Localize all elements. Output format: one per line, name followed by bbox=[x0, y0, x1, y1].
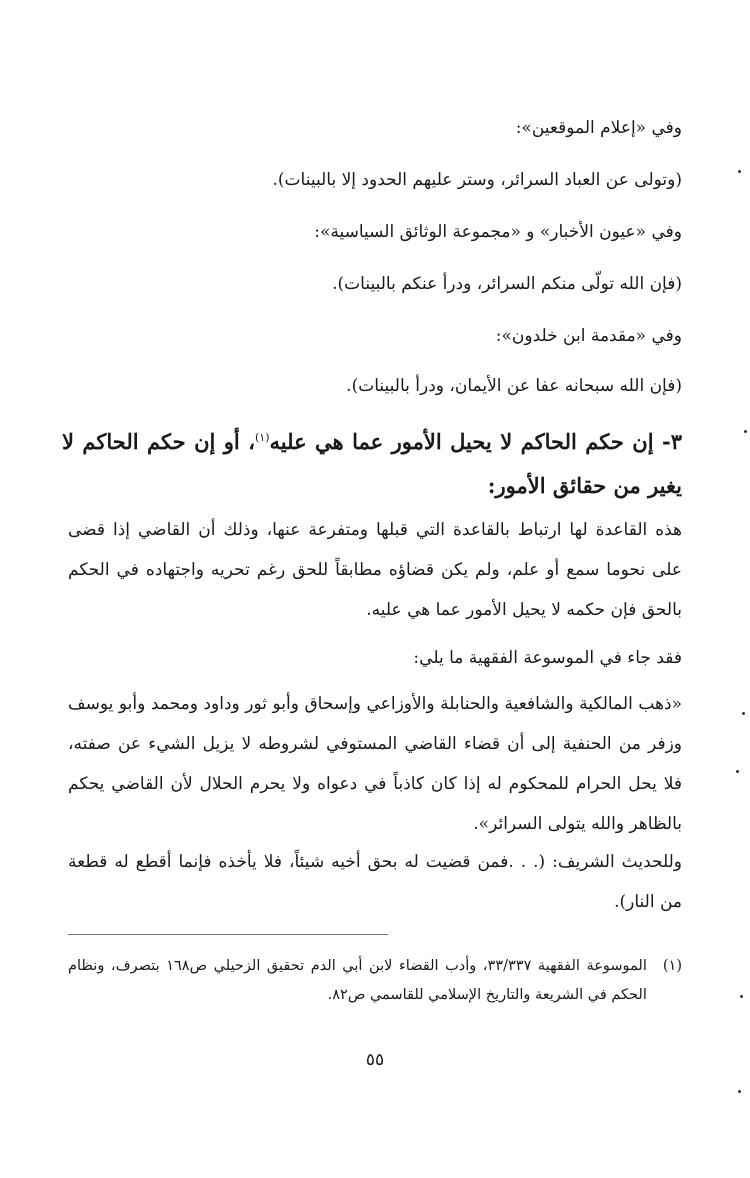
paragraph-hadith: وللحديث الشريف: (. . .فمن قضيت له بحق أخيه شيئاً، فلا يأخذه فإنما أقطع له قطعة من النار). bbox=[68, 852, 682, 912]
scan-speck bbox=[744, 430, 747, 433]
scan-speck bbox=[736, 770, 739, 773]
scan-speck bbox=[738, 170, 741, 173]
text-line-muqaddima: وفي «مقدمة ابن خلدون»: bbox=[495, 326, 682, 346]
heading-text-part2: ، أو إن حكم الحاكم لا يغير من حقائق الأمور: bbox=[62, 429, 682, 498]
paragraph-encyclopedia-quote: «ذهب المالكية والشافعية والحنابلة والأوزاعي وإسحاق وأبو ثور وداود ومحمد وأبو يوسف وزفر من الحنفية إلى أن قضاء القاضي المستوفي لشروطه لا يزيل الشيء عن صفته، فلا يحل الحرام للمحكوم له إذا كان كاذباً في دعواه ولا يحرم الحلال لأن القاضي يحكم بالظاهر والله يتولى السرائر». bbox=[68, 694, 682, 834]
heading-text-part1: إن حكم الحاكم لا يحيل الأمور عما هي عليه bbox=[269, 429, 654, 454]
quote-line-1: (وتولى عن العباد السرائر، وستر عليهم الحدود إلا بالبينات). bbox=[272, 170, 682, 190]
text-line-uyun-alakhbar: وفي «عيون الأخبار» و «مجموعة الوثائق السياسية»: bbox=[314, 222, 682, 242]
section-heading bbox=[62, 420, 682, 508]
quote-line-2: (فإن الله تولّى منكم السرائر، ودرأ عنكم بالبينات). bbox=[332, 274, 682, 294]
scan-speck bbox=[740, 995, 743, 998]
footnote-text: الموسوعة الفقهية ٣٣/٣٣٧، وأدب القضاء لابن أبي الدم تحقيق الزحيلي ص١٦٨ بتصرف، ونظام الحكم في الشريعة والتاريخ الإسلامي للقاسمي ص٨٢. bbox=[68, 958, 647, 1003]
footnote-separator bbox=[68, 934, 388, 935]
page-number: ٥٥ bbox=[365, 1050, 385, 1070]
text-line-ilam-almuwaqqiin: وفي «إعلام الموقعين»: bbox=[515, 118, 682, 138]
quote-line-3: (فإن الله سبحانه عفا عن الأيمان، ودرأ بالبينات). bbox=[346, 376, 682, 396]
footnote-marker: (١) bbox=[662, 958, 682, 974]
paragraph-encyclopedia-intro: فقد جاء في الموسوعة الفقهية ما يلي: bbox=[413, 648, 682, 668]
scan-speck bbox=[742, 712, 745, 715]
paragraph-rule-explanation: هذه القاعدة لها ارتباط بالقاعدة التي قبلها ومتفرعة عنها، وذلك أن القاضي إذا قضى على نحوما سمع أو علم، ولم يكن قضاؤه مطابقاً للحق رغم تحريه واجتهاده في الحكم بالحق فإن حكمه لا يحيل الأمور عما هي عليه. bbox=[68, 520, 682, 620]
footnote bbox=[68, 952, 682, 1010]
scan-speck bbox=[738, 1090, 741, 1093]
heading-number: ٣- bbox=[662, 429, 683, 454]
footnote-reference[interactable]: (١) bbox=[255, 431, 270, 444]
